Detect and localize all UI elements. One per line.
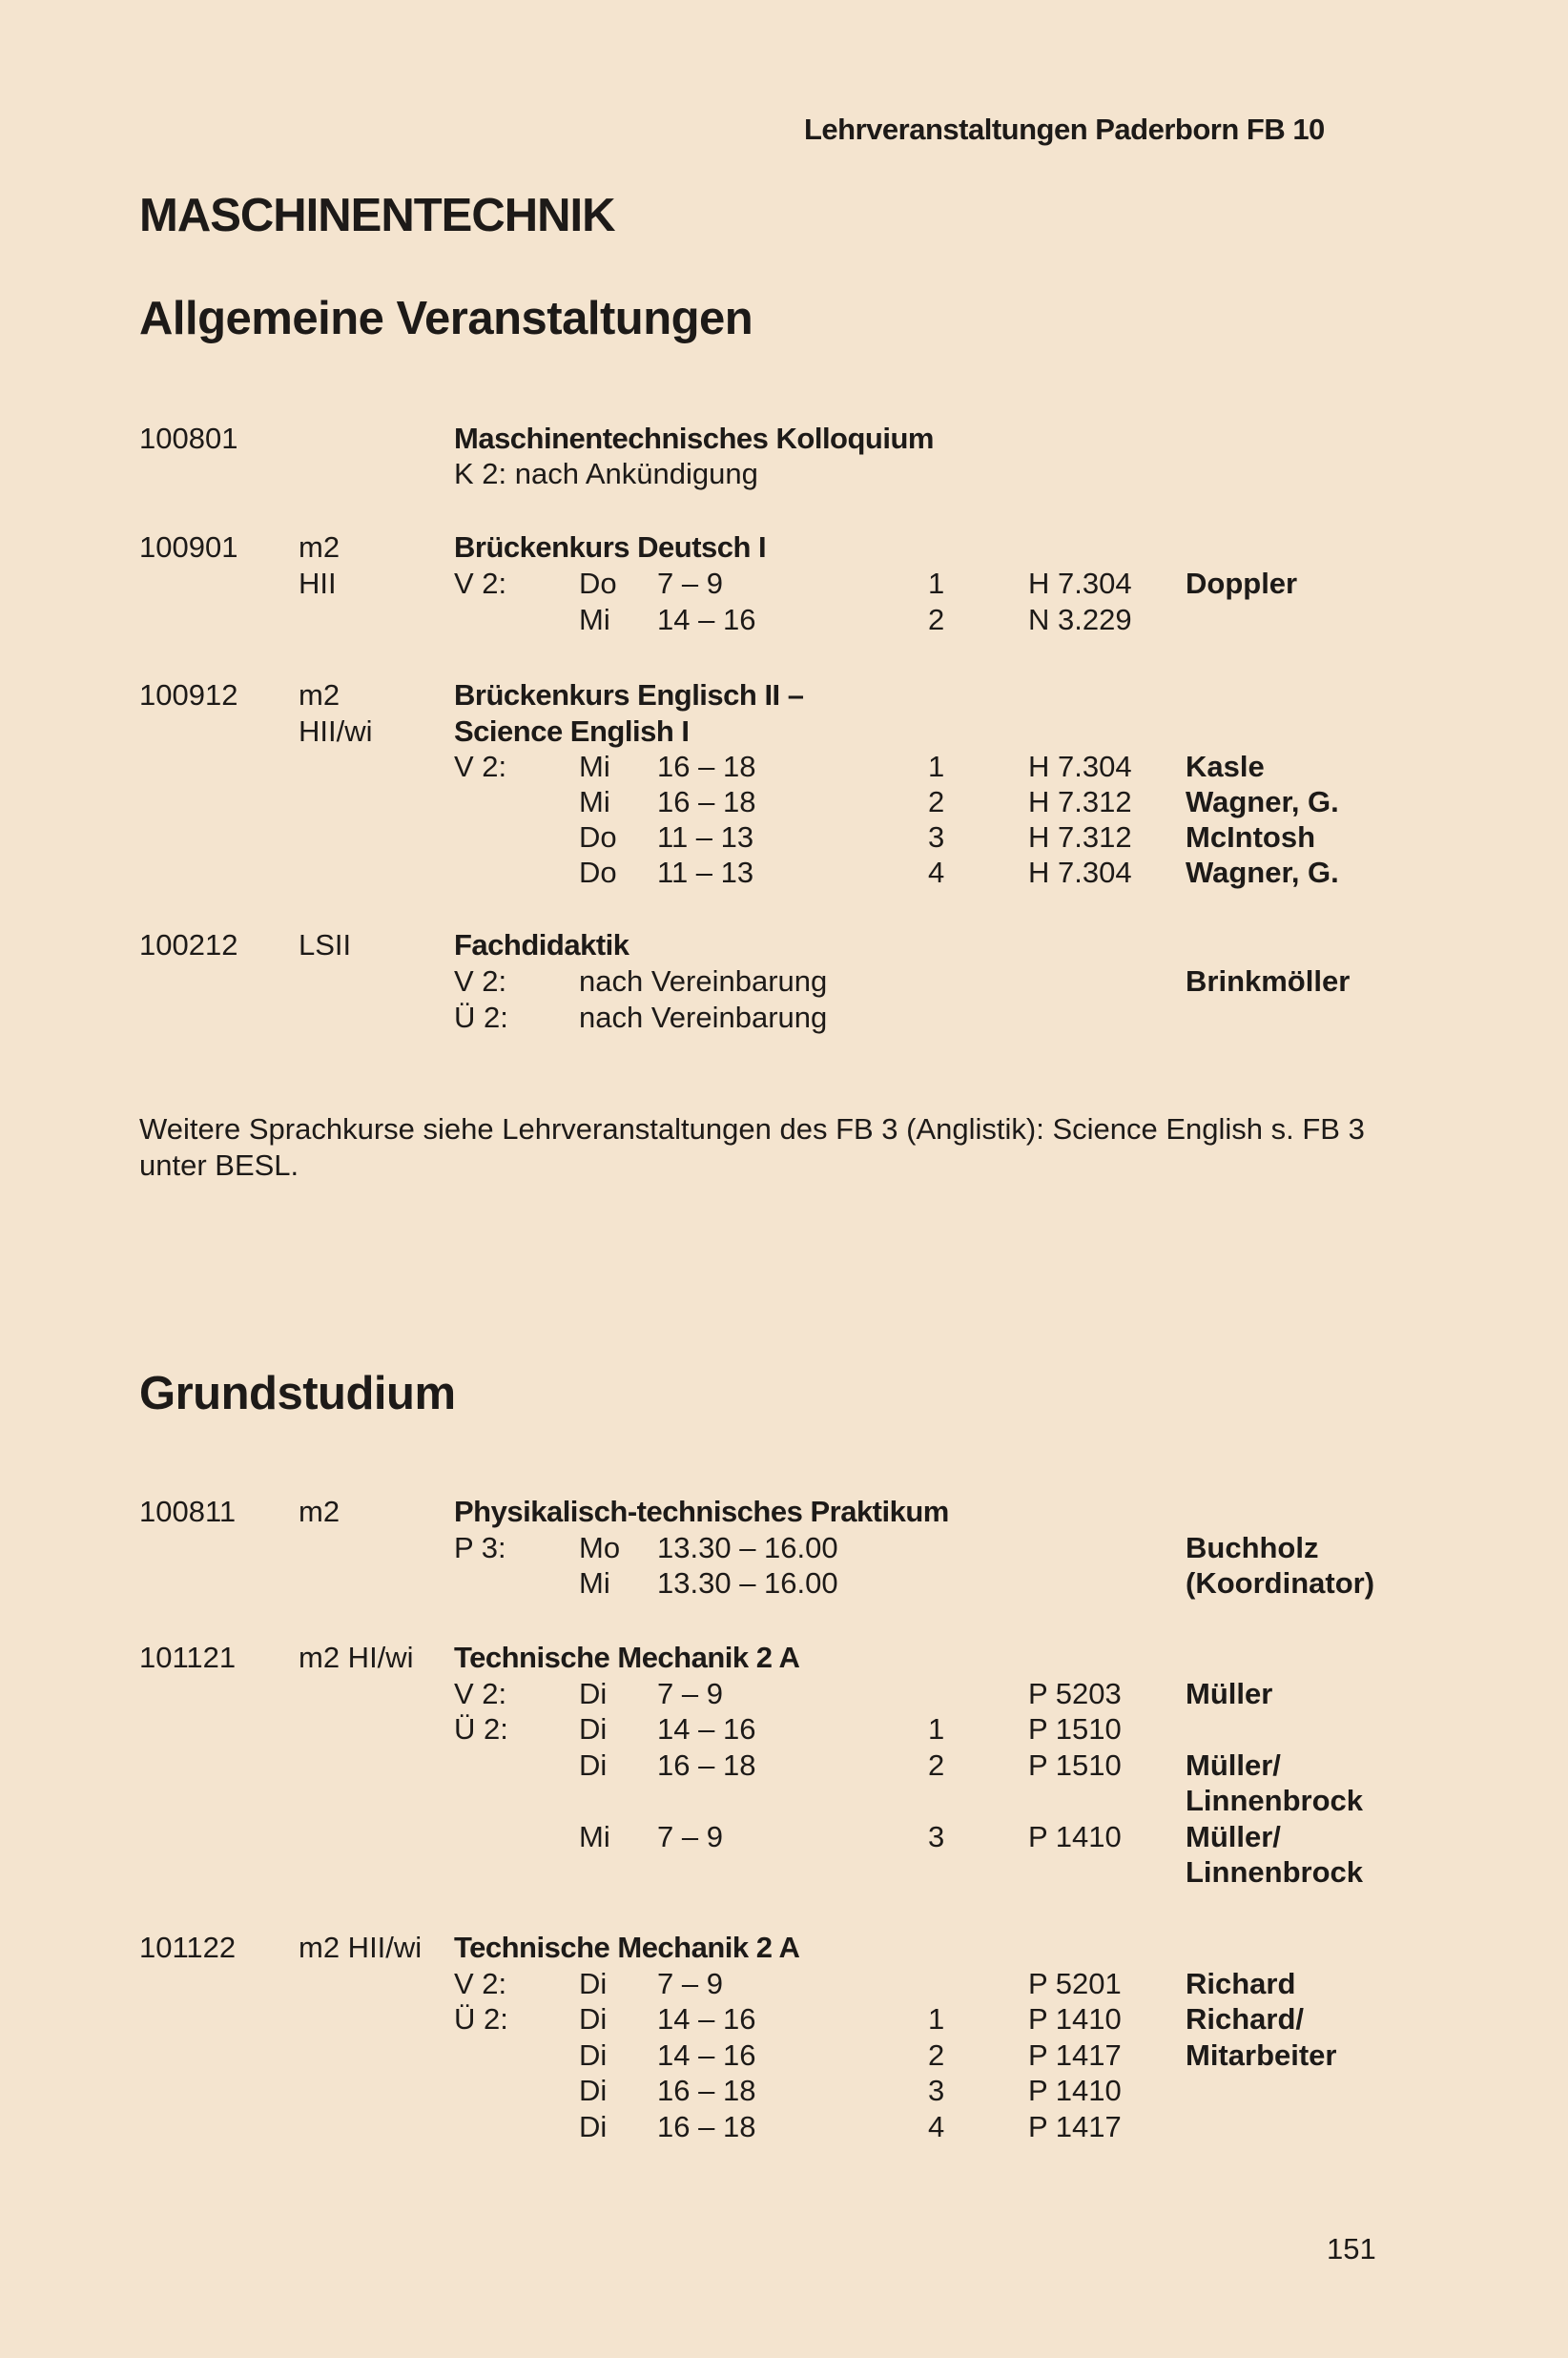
target-group: m2 bbox=[299, 678, 340, 712]
group-number: 1 bbox=[928, 567, 945, 600]
time: 7 – 9 bbox=[657, 1967, 723, 2000]
day: Di bbox=[579, 1748, 608, 1782]
day: Di bbox=[579, 2074, 608, 2107]
group-number: 1 bbox=[928, 1712, 945, 1746]
lecturer: Wagner, G. bbox=[1186, 785, 1339, 818]
day: Mi bbox=[579, 750, 610, 783]
time: 13.30 – 16.00 bbox=[657, 1531, 838, 1564]
day: Di bbox=[579, 1677, 608, 1710]
schedule-text: nach Vereinbarung bbox=[579, 1001, 828, 1034]
course-type: P 3: bbox=[454, 1531, 506, 1564]
course-number: 101122 bbox=[139, 1931, 237, 1964]
day: Di bbox=[579, 1967, 608, 2000]
lecturer: Müller/ bbox=[1186, 1820, 1281, 1853]
group-number: 2 bbox=[928, 603, 945, 636]
time: 14 – 16 bbox=[657, 603, 756, 636]
target-group: m2 bbox=[299, 1495, 340, 1528]
room: P 1410 bbox=[1028, 2002, 1122, 2036]
lecturer: McIntosh bbox=[1186, 820, 1316, 854]
room: P 1410 bbox=[1028, 1820, 1122, 1853]
course-title: Brückenkurs Deutsch I bbox=[454, 530, 767, 564]
day: Mi bbox=[579, 1566, 610, 1600]
time: 16 – 18 bbox=[657, 750, 756, 783]
course-number: 100212 bbox=[139, 928, 238, 962]
room: H 7.312 bbox=[1028, 820, 1132, 854]
room: P 1510 bbox=[1028, 1712, 1122, 1746]
lecturer: Buchholz bbox=[1186, 1531, 1319, 1564]
target-group: LSII bbox=[299, 928, 352, 962]
course-type: Ü 2: bbox=[454, 1001, 508, 1034]
time: 7 – 9 bbox=[657, 1677, 723, 1710]
day: Mi bbox=[579, 785, 610, 818]
room: H 7.304 bbox=[1028, 856, 1132, 889]
day: Do bbox=[579, 820, 617, 854]
lecturer: Doppler bbox=[1186, 567, 1298, 600]
group-number: 1 bbox=[928, 2002, 945, 2036]
group-number: 1 bbox=[928, 750, 945, 783]
course-number: 100901 bbox=[139, 530, 238, 564]
group-number: 2 bbox=[928, 2038, 945, 2072]
course-type: Ü 2: bbox=[454, 1712, 508, 1746]
lecturer: Müller/ bbox=[1186, 1748, 1281, 1782]
time: 14 – 16 bbox=[657, 2038, 756, 2072]
course-title: Brückenkurs Englisch II – bbox=[454, 678, 804, 712]
course-type: Ü 2: bbox=[454, 2002, 508, 2036]
target-group: m2 HII/wi bbox=[299, 1931, 423, 1964]
day: Di bbox=[579, 2110, 608, 2143]
day: Do bbox=[579, 567, 617, 600]
day: Di bbox=[579, 1712, 608, 1746]
time: 13.30 – 16.00 bbox=[657, 1566, 838, 1600]
lecturer: Müller bbox=[1186, 1677, 1273, 1710]
target-group: HII/wi bbox=[299, 714, 373, 748]
course-title: Technische Mechanik 2 A bbox=[454, 1931, 800, 1964]
course-number: 101121 bbox=[139, 1641, 237, 1674]
schedule-text: K 2: nach Ankündigung bbox=[454, 457, 758, 490]
course-type: V 2: bbox=[454, 750, 507, 783]
group-number: 3 bbox=[928, 2074, 945, 2107]
time: 16 – 18 bbox=[657, 1748, 756, 1782]
room: P 1510 bbox=[1028, 1748, 1122, 1782]
schedule-text: nach Vereinbarung bbox=[579, 964, 828, 998]
course-title: Physikalisch-technisches Praktikum bbox=[454, 1495, 949, 1528]
day: Do bbox=[579, 856, 617, 889]
room: P 5203 bbox=[1028, 1677, 1122, 1710]
course-number: 100912 bbox=[139, 678, 238, 712]
day: Di bbox=[579, 2002, 608, 2036]
course-number: 100801 bbox=[139, 422, 238, 455]
time: 11 – 13 bbox=[657, 820, 754, 854]
section-heading-grundstudium: Grundstudium bbox=[139, 1368, 456, 1419]
time: 16 – 18 bbox=[657, 2074, 756, 2107]
section-heading-allgemeine: Allgemeine Veranstaltungen bbox=[139, 293, 753, 344]
group-number: 4 bbox=[928, 856, 945, 889]
lecturer: Linnenbrock bbox=[1186, 1784, 1364, 1817]
lecturer: Linnenbrock bbox=[1186, 1855, 1364, 1889]
course-title-line2: Science English I bbox=[454, 714, 690, 748]
time: 11 – 13 bbox=[657, 856, 754, 889]
course-title: Technische Mechanik 2 A bbox=[454, 1641, 800, 1674]
course-type: V 2: bbox=[454, 567, 507, 600]
course-title: Fachdidaktik bbox=[454, 928, 629, 962]
lecturer: Wagner, G. bbox=[1186, 856, 1339, 889]
page-title: MASCHINENTECHNIK bbox=[139, 190, 615, 241]
room: H 7.304 bbox=[1028, 567, 1132, 600]
course-title: Maschinentechnisches Kolloquium bbox=[454, 422, 934, 455]
target-group: m2 bbox=[299, 530, 340, 564]
course-number: 100811 bbox=[139, 1495, 237, 1528]
time: 16 – 18 bbox=[657, 785, 756, 818]
day: Di bbox=[579, 2038, 608, 2072]
target-group: HII bbox=[299, 567, 337, 600]
time: 14 – 16 bbox=[657, 1712, 756, 1746]
lecturer: Mitarbeiter bbox=[1186, 2038, 1337, 2072]
target-group: m2 HI/wi bbox=[299, 1641, 414, 1674]
room: P 5201 bbox=[1028, 1967, 1122, 2000]
course-type: V 2: bbox=[454, 1677, 507, 1710]
day: Mi bbox=[579, 1820, 610, 1853]
lecturer: (Koordinator) bbox=[1186, 1566, 1375, 1600]
room: P 1417 bbox=[1028, 2038, 1122, 2072]
lecturer: Brinkmöller bbox=[1186, 964, 1351, 998]
time: 7 – 9 bbox=[657, 1820, 723, 1853]
time: 7 – 9 bbox=[657, 567, 723, 600]
room: N 3.229 bbox=[1028, 603, 1132, 636]
group-number: 2 bbox=[928, 1748, 945, 1782]
room: P 1417 bbox=[1028, 2110, 1122, 2143]
group-number: 4 bbox=[928, 2110, 945, 2143]
course-type: V 2: bbox=[454, 1967, 507, 2000]
lecturer: Richard/ bbox=[1186, 2002, 1305, 2036]
time: 16 – 18 bbox=[657, 2110, 756, 2143]
language-course-note: Weitere Sprachkurse siehe Lehrveranstaltungen des FB 3 (Anglistik): Science English s. FB 3 unter BESL. bbox=[139, 1112, 1365, 1182]
course-type: V 2: bbox=[454, 964, 507, 998]
running-head: Lehrveranstaltungen Paderborn FB 10 bbox=[804, 113, 1325, 146]
lecturer: Richard bbox=[1186, 1967, 1296, 2000]
lecturer: Kasle bbox=[1186, 750, 1265, 783]
room: P 1410 bbox=[1028, 2074, 1122, 2107]
group-number: 2 bbox=[928, 785, 945, 818]
day: Mi bbox=[579, 603, 610, 636]
room: H 7.312 bbox=[1028, 785, 1132, 818]
room: H 7.304 bbox=[1028, 750, 1132, 783]
day: Mo bbox=[579, 1531, 621, 1564]
group-number: 3 bbox=[928, 1820, 945, 1853]
group-number: 3 bbox=[928, 820, 945, 854]
page-number: 151 bbox=[1327, 2232, 1376, 2265]
time: 14 – 16 bbox=[657, 2002, 756, 2036]
